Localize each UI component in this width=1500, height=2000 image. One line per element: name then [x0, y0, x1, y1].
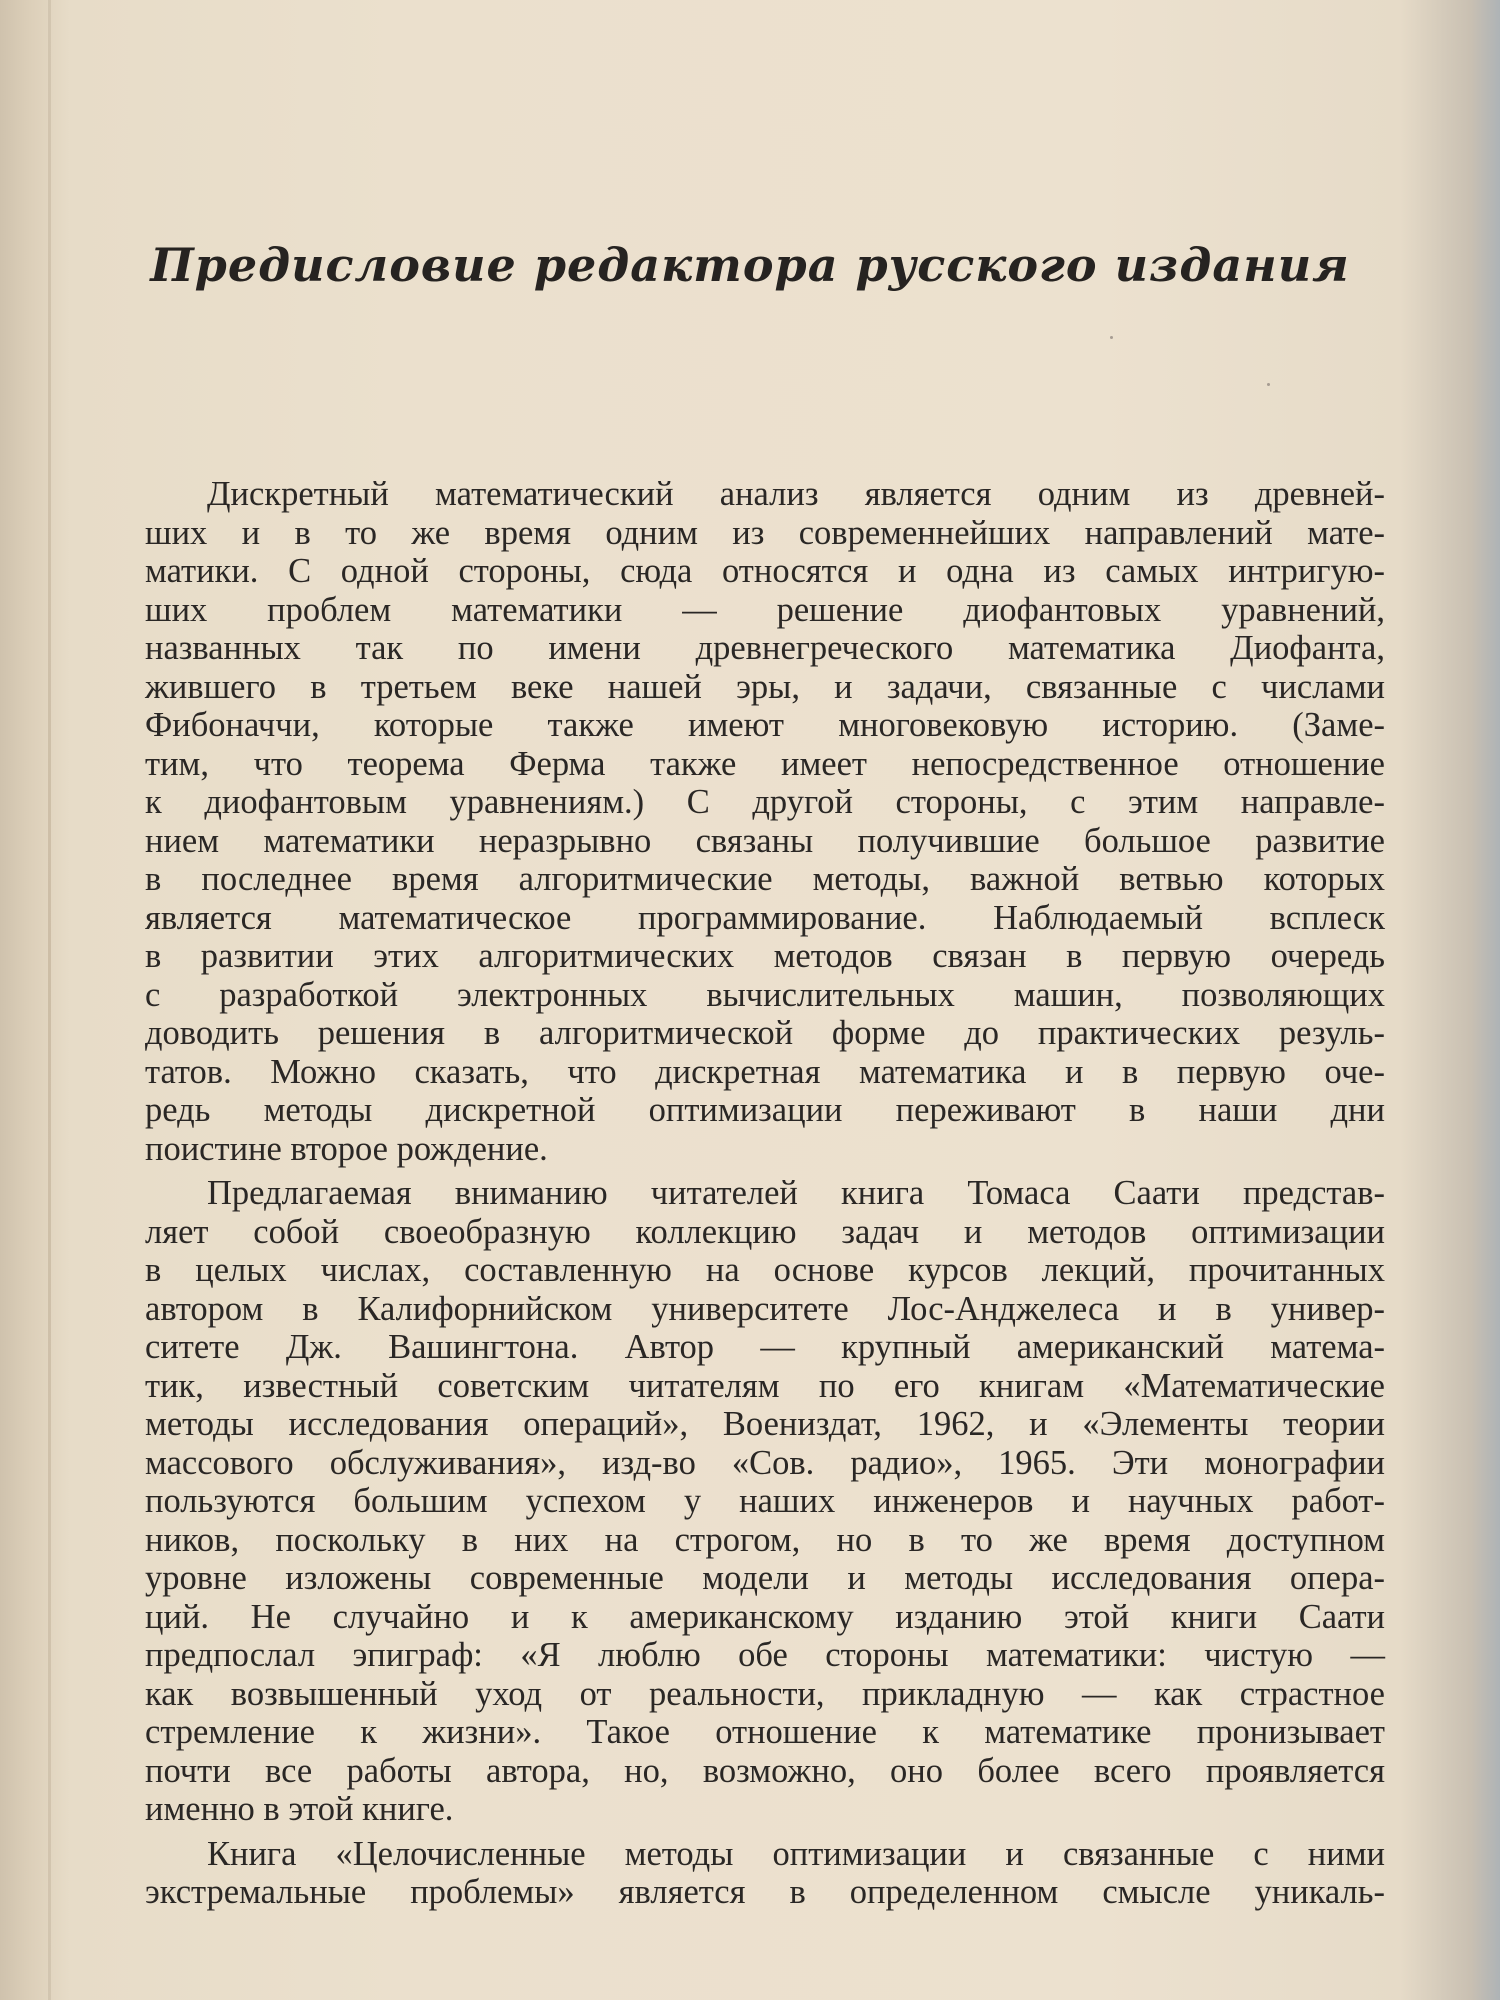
paragraph [145, 1835, 1385, 1912]
text-line: Фибоначчи, которые также имеют многовековую историю. (Заме- [145, 706, 1385, 744]
paragraph [145, 1174, 1385, 1829]
text-line: татов. Можно сказать, что дискретная математика и в первую оче- [145, 1052, 1385, 1091]
text-line: ников, поскольку в них на строгом, но в то же время доступном [145, 1520, 1385, 1559]
text-line: поистине второе рождение. [145, 1129, 548, 1168]
text-line: экстремальные проблемы» является в определенном смысле уникаль- [145, 1873, 1385, 1911]
text-line: ляет собой своеобразную коллекцию задач и методов оптимизации [145, 1212, 1385, 1251]
text-line: предпослал эпиграф: «Я люблю обе стороны математики: чистую — [145, 1636, 1385, 1674]
text-line: как возвышенный уход от реальности, прикладную — как страстное [145, 1674, 1385, 1713]
text-line: редь методы дискретной оптимизации переживают в наши дни [145, 1091, 1385, 1129]
text-line: стремление к жизни». Такое отношение к математике пронизывает [145, 1713, 1385, 1751]
text-line: пользуются большим успехом у наших инженеров и научных работ- [145, 1482, 1385, 1520]
text-line: тик, известный советским читателям по его книгам «Математические [145, 1366, 1385, 1405]
text-line: в целых числах, составленную на основе курсов лекций, прочитанных [145, 1251, 1385, 1289]
text-line: именно в этой книге. [145, 1790, 454, 1828]
text-line: автором в Калифорнийском университете Лос-Анджелеса и в универ- [145, 1289, 1385, 1328]
text-line: жившего в третьем веке нашей эры, и задачи, связанные с числами [145, 667, 1385, 706]
text-line: ших и в то же время одним из современнейших направлений мате- [145, 513, 1385, 552]
text-line: доводить решения в алгоритмической форме до практических резуль- [145, 1014, 1385, 1052]
text-line: нием математики неразрывно связаны получившие большое развитие [145, 821, 1385, 860]
text-line: почти все работы автора, но, возможно, оно более всего проявляется [145, 1751, 1385, 1790]
text-line: матики. С одной стороны, сюда относятся и одна из самых интригую- [145, 552, 1385, 590]
text-line: к диофантовым уравнениям.) С другой стороны, с этим направле- [145, 783, 1385, 821]
text-line: ций. Не случайно и к американскому изданию этой книги Саати [145, 1597, 1385, 1636]
text-line: в последнее время алгоритмические методы, важной ветвью которых [145, 860, 1385, 898]
text-line: Предлагаемая вниманию читателей книга Томаса Саати представ- [207, 1174, 1385, 1212]
text-line: тим, что теорема Ферма также имеет непосредственное отношение [145, 744, 1385, 783]
text-line: названных так по имени древнегреческого математика Диофанта, [145, 629, 1385, 667]
paper-speck [1110, 336, 1113, 339]
paragraph [145, 475, 1385, 1168]
chapter-title: Предисловие редактора русского издания [150, 238, 1350, 292]
text-line: Дискретный математический анализ является одним из древней- [207, 475, 1385, 513]
text-line: является математическое программирование. Наблюдаемый всплеск [145, 898, 1385, 937]
text-line: ситете Дж. Вашингтона. Автор — крупный американский матема- [145, 1328, 1385, 1366]
text-line: с разработкой электронных вычислительных машин, позволяющих [145, 975, 1385, 1014]
paper-speck [1267, 383, 1270, 386]
body-text [145, 475, 1385, 1918]
text-line: Книга «Целочисленные методы оптимизации и связанные с ними [207, 1834, 1385, 1873]
text-line: в развитии этих алгоритмических методов связан в первую очередь [145, 937, 1385, 975]
text-line: массового обслуживания», изд-во «Сов. радио», 1965. Эти монографии [145, 1443, 1385, 1482]
book-gutter [48, 0, 51, 2000]
text-line: уровне изложены современные модели и методы исследования опера- [145, 1559, 1385, 1597]
text-line: методы исследования операций», Воениздат, 1962, и «Элементы теории [145, 1405, 1385, 1443]
text-line: ших проблем математики — решение диофантовых уравнений, [145, 590, 1385, 629]
